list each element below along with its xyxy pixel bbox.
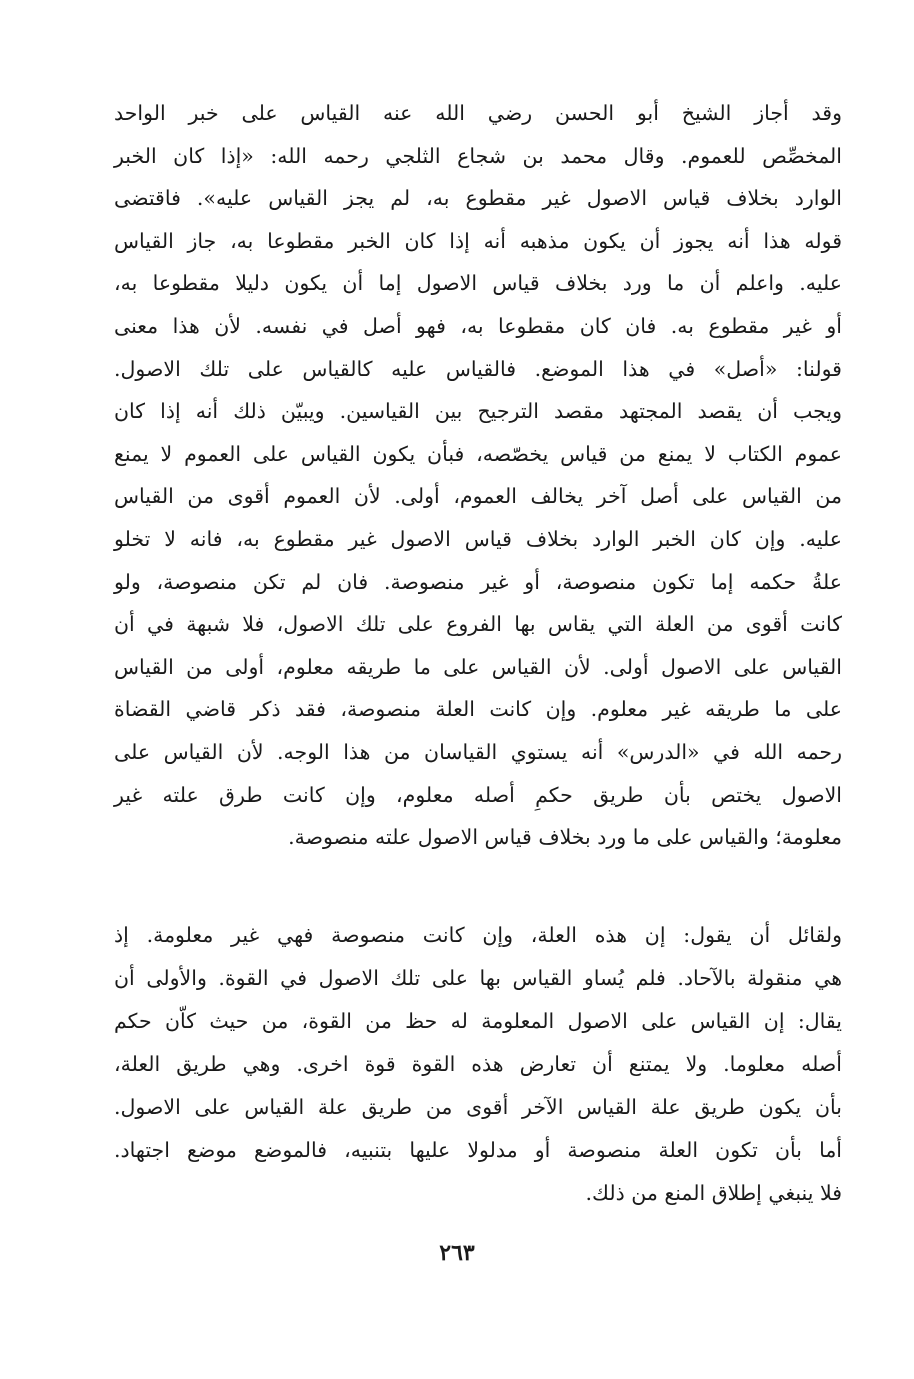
text-line: قولنا: «أصل» في هذا الموضع. فالقياس عليه كالقياس على تلك الاصول.	[114, 356, 842, 381]
text-line: المخصِّص للعموم. وقال محمد بن شجاع الثلجي رحمه الله: «إذا كان الخبر	[114, 143, 842, 168]
text-line: ويجب أن يقصد المجتهد مقصد الترجيح بين القياسين. ويبيّن ذلك أنه إذا كان	[114, 399, 842, 424]
paragraph-2	[114, 914, 842, 1215]
text-line: ولقائل أن يقول: إن هذه العلة، وإن كانت منصوصة فهي غير معلومة. إذ	[114, 923, 842, 947]
text-line: بأن يكون طريق علة القياس الآخر أقوى من طريق علة القياس على الاصول.	[114, 1095, 842, 1119]
text-line: عموم الكتاب لا يمنع من قياس يخصّصه، فبأن يكون القياس على العموم لا يمنع	[114, 441, 842, 466]
text-line: فلا ينبغي إطلاق المنع من ذلك.	[585, 1181, 842, 1205]
text-line: يقال: إن القياس على الاصول المعلومة له حظ من القوة، من حيث كاّن حكم	[114, 1009, 842, 1033]
text-line: معلومة؛ والقياس على ما ورد بخلاف قياس الاصول علته منصوصة.	[288, 825, 842, 850]
page-number: ٢٦٣	[439, 1240, 475, 1266]
text-line: أما بأن تكون العلة منصوصة أو مدلولا عليها بتنبيه، فالموضع موضع اجتهاد.	[114, 1138, 842, 1162]
text-line: علةُ حكمه إما تكون منصوصة، أو غير منصوصة. فان لم تكن منصوصة، ولو	[114, 569, 842, 594]
text-line: عليه. واعلم أن ما ورد بخلاف قياس الاصول إما أن يكون دليلا مقطوعا به،	[114, 271, 842, 296]
text-line: أصله معلوما. ولا يمتنع أن تعارض هذه القوة قوة اخرى. وهي طريق العلة،	[114, 1052, 842, 1076]
text-line: الوارد بخلاف قياس الاصول غير مقطوع به، لم يجز القياس عليه». فاقتضى	[114, 186, 842, 211]
text-line: القياس على الاصول أولى. لأن القياس على ما طريقه معلوم، أولى من القياس	[114, 654, 842, 679]
text-line: الاصول يختص بأن طريق حكمِ أصله معلوم، وإن كانت طرق علته غير	[114, 782, 842, 807]
text-line: من القياس على أصل آخر يخالف العموم، أولى. لأن العموم أقوى من القياس	[114, 484, 842, 509]
text-line: وقد أجاز الشيخ أبو الحسن رضي الله عنه القياس على خبر الواحد	[114, 101, 842, 125]
text-line: قوله هذا أنه يجوز أن يكون مذهبه أنه إذا كان الخبر مقطوعا به، جاز القياس	[114, 228, 842, 253]
text-line: عليه. وإن كان الخبر الوارد بخلاف قياس الاصول غير مقطوع به، فانه لا تخلو	[114, 526, 842, 551]
text-line: أو غير مقطوع به. فان كان مقطوعا به، فهو أصل في نفسه. لأن هذا معنى	[114, 313, 842, 338]
text-line: هي منقولة بالآحاد. فلم يُساو القياس بها على تلك الاصول في القوة. والأولى أن	[114, 966, 842, 990]
text-line: كانت أقوى من العلة التي يقاس بها الفروع على تلك الاصول، فلا شبهة في أن	[114, 612, 842, 637]
text-line: على ما طريقه غير معلوم. وإن كانت العلة منصوصة، فقد ذكر قاضي القضاة	[114, 697, 842, 722]
text-line: رحمه الله في «الدرس» أنه يستوي القياسان من هذا الوجه. لأن القياس على	[114, 739, 842, 764]
paragraph-1	[114, 92, 842, 859]
